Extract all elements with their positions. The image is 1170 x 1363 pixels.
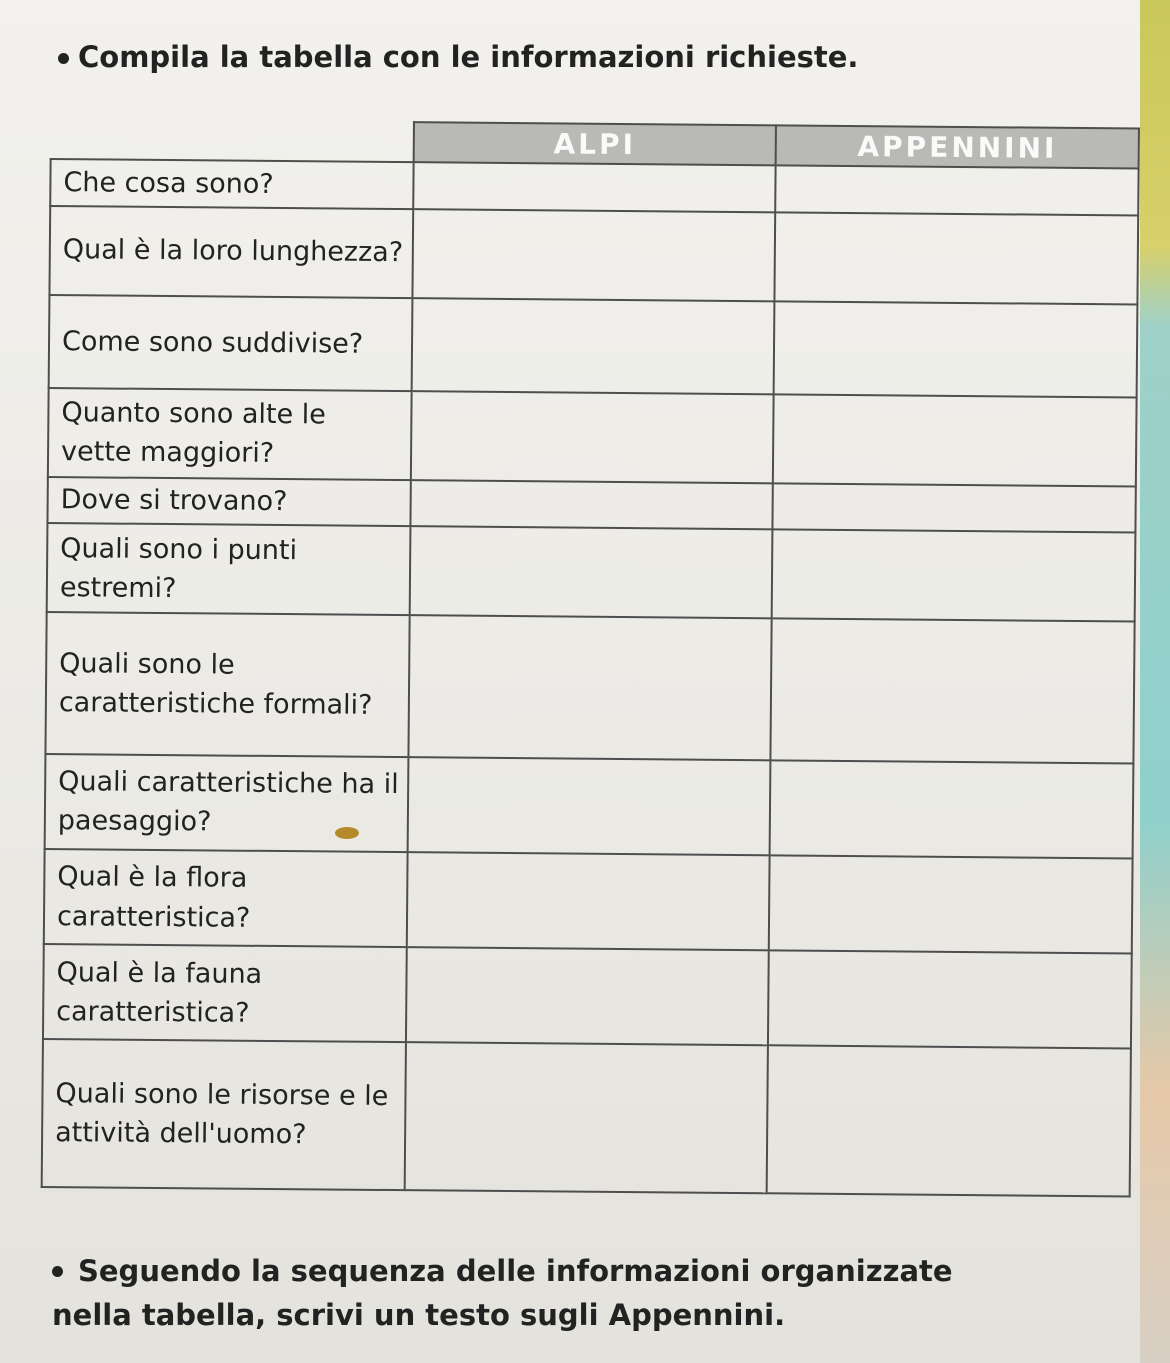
answer-cell-alpi[interactable] — [406, 947, 769, 1045]
answer-cell-alpi[interactable] — [411, 391, 774, 483]
answer-cell-alpi[interactable] — [412, 209, 775, 301]
instruction-text: Compila la tabella con le informazioni richieste. — [78, 40, 859, 74]
follow-up-line-2: nella tabella, scrivi un testo sugli Appennini. — [52, 1297, 786, 1332]
answer-cell-alpi[interactable] — [406, 852, 769, 950]
answer-cell-alpi[interactable] — [410, 480, 773, 530]
table-corner — [51, 119, 414, 162]
question-cell: Che cosa sono? — [50, 159, 413, 209]
column-header-alpi: ALPI — [413, 122, 776, 165]
table-row — [45, 612, 1134, 763]
answer-cell-appennini[interactable] — [768, 950, 1132, 1048]
table-row — [45, 754, 1134, 859]
table-row — [44, 849, 1133, 954]
answer-cell-appennini[interactable] — [771, 619, 1135, 764]
answer-cell-appennini[interactable] — [773, 394, 1136, 486]
table-row — [49, 206, 1138, 305]
table-row — [48, 388, 1137, 487]
follow-up-instruction — [52, 1250, 1112, 1337]
question-cell: Quali caratteristiche ha il paesaggio? — [45, 754, 408, 852]
answer-cell-appennini[interactable] — [772, 530, 1135, 622]
answer-cell-appennini[interactable] — [767, 1046, 1131, 1197]
answer-cell-alpi[interactable] — [407, 757, 770, 855]
table-row — [42, 1039, 1131, 1196]
answer-cell-appennini[interactable] — [769, 855, 1133, 953]
answer-cell-alpi[interactable] — [404, 1042, 768, 1193]
bullet-icon — [52, 1266, 63, 1277]
answer-cell-appennini[interactable] — [770, 760, 1134, 858]
follow-up-line-1: Seguendo la sequenza delle informazioni organizzate — [78, 1254, 953, 1288]
answer-cell-alpi[interactable] — [411, 298, 774, 394]
question-cell: Qual è la fauna caratteristica? — [43, 944, 406, 1042]
question-cell: Come sono suddivise? — [49, 295, 412, 391]
answer-cell-alpi[interactable] — [409, 526, 772, 618]
answer-cell-alpi[interactable] — [413, 162, 776, 212]
answer-cell-alpi[interactable] — [408, 615, 772, 760]
table-row — [49, 295, 1138, 398]
answer-cell-appennini[interactable] — [775, 212, 1138, 304]
comparison-table — [41, 118, 1140, 1197]
answer-cell-appennini[interactable] — [776, 165, 1139, 215]
table-row — [43, 944, 1132, 1049]
answer-cell-appennini[interactable] — [773, 483, 1136, 533]
instruction-heading — [78, 40, 858, 74]
question-cell: Quali sono i punti estremi? — [47, 523, 410, 615]
question-cell: Quanto sono alte le vette maggiori? — [48, 388, 411, 480]
question-cell: Qual è la loro lunghezza? — [49, 206, 412, 298]
comparison-table-wrapper — [41, 118, 1148, 1200]
table-row — [47, 523, 1136, 622]
question-cell: Dove si trovano? — [47, 477, 410, 527]
question-cell: Quali sono le caratteristiche formali? — [45, 612, 409, 757]
answer-cell-appennini[interactable] — [774, 301, 1137, 397]
column-header-appennini: APPENNINI — [776, 125, 1139, 168]
bullet-icon — [58, 53, 69, 64]
question-cell: Qual è la flora caratteristica? — [44, 849, 407, 947]
question-cell: Quali sono le risorse e le attività dell'uomo? — [42, 1039, 406, 1190]
paper-stain — [335, 827, 359, 839]
